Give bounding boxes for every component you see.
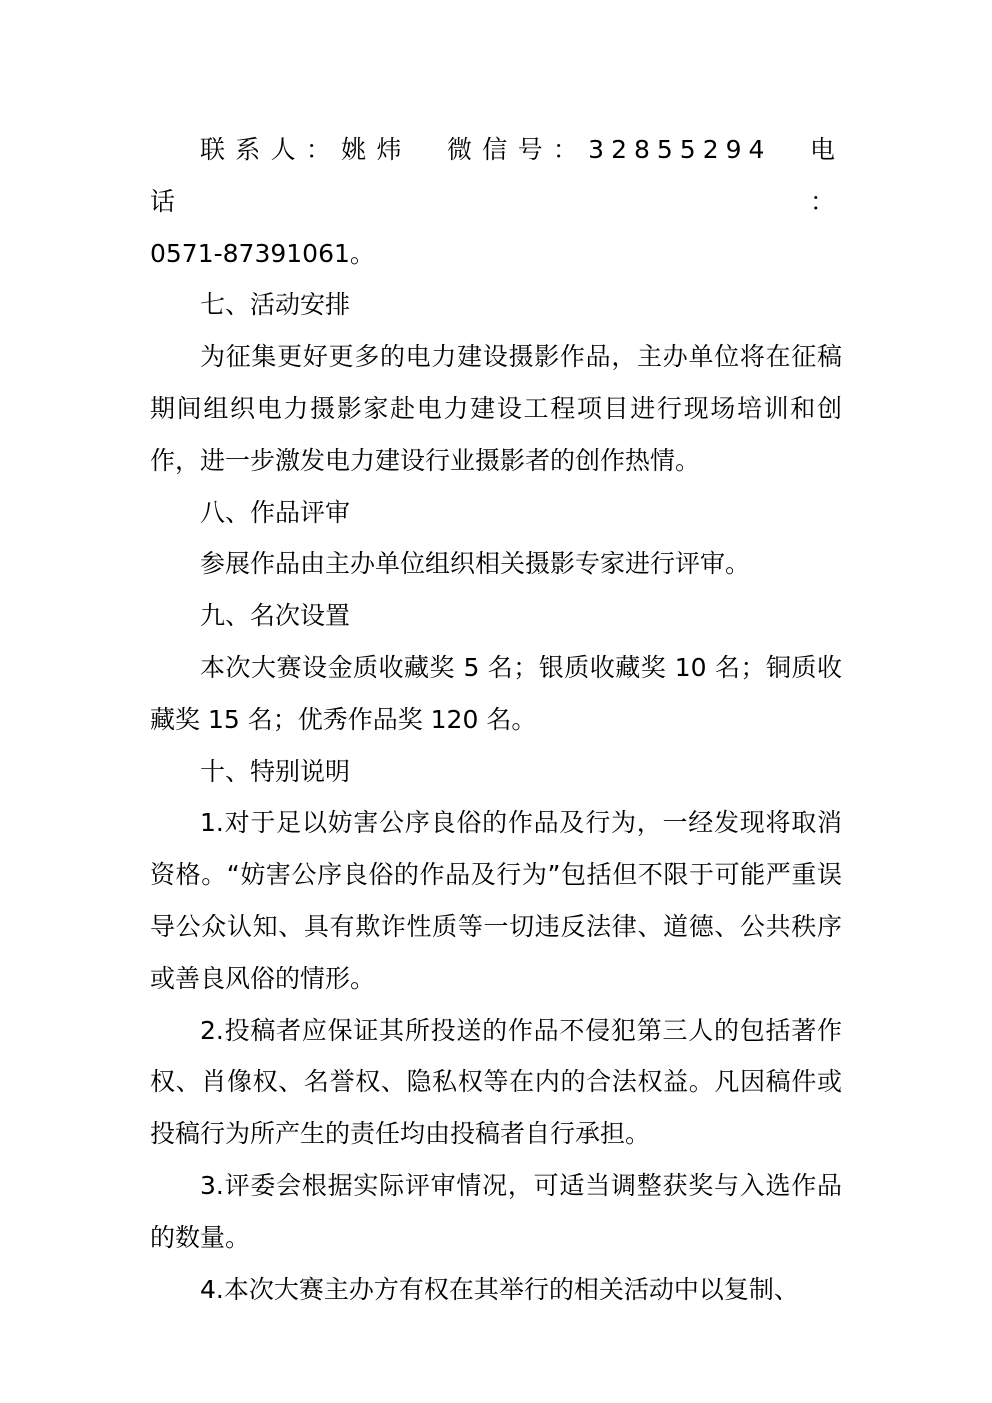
section-heading-9: 九、名次设置 <box>200 601 351 631</box>
section-7-paragraph: 为征集更好更多的电力建设摄影作品，主办单位将在征稿期间组织电力摄影家赴电力建设工程项目进行现场培训和创作，进一步激发电力建设行业摄影者的创作热情。 <box>150 342 842 475</box>
section-10-paragraph-3: 3.评委会根据实际评审情况，可适当调整获奖与入选作品的数量。 <box>150 1170 842 1252</box>
section-heading-8: 八、作品评审 <box>200 497 351 527</box>
contact-text: 联系人：姚炜 微信号：32855294 电话： <box>150 135 842 216</box>
contact-line <box>150 124 842 228</box>
section-10-paragraph-2: 2.投稿者应保证其所投送的作品不侵犯第三人的包括著作权、肖像权、名誉权、隐私权等在内的合法权益。凡因稿件或投稿行为所产生的责任均由投稿者自行承担。 <box>150 1015 842 1149</box>
section-10-paragraph-1: 1.对于足以妨害公序良俗的作品及行为，一经发现将取消资格。“妨害公序良俗的作品及行为”包括但不限于可能严重误导公众认知、具有欺诈性质等一切违反法律、道德、公共秩序或善良风俗的情形。 <box>150 808 842 993</box>
section-heading-7: 七、活动安排 <box>200 290 351 320</box>
section-heading-10: 十、特别说明 <box>200 756 351 786</box>
contact-phone: 0571-87391061。 <box>150 238 375 268</box>
section-9-paragraph: 本次大赛设金质收藏奖 5 名；银质收藏奖 10 名；铜质收藏奖 15 名；优秀作品奖 120 名。 <box>150 652 842 734</box>
section-10-paragraph-4: 4.本次大赛主办方有权在其举行的相关活动中以复制、 <box>200 1274 799 1304</box>
document-page <box>150 124 842 1315</box>
section-8-paragraph: 参展作品由主办单位组织相关摄影专家进行评审。 <box>200 549 751 579</box>
